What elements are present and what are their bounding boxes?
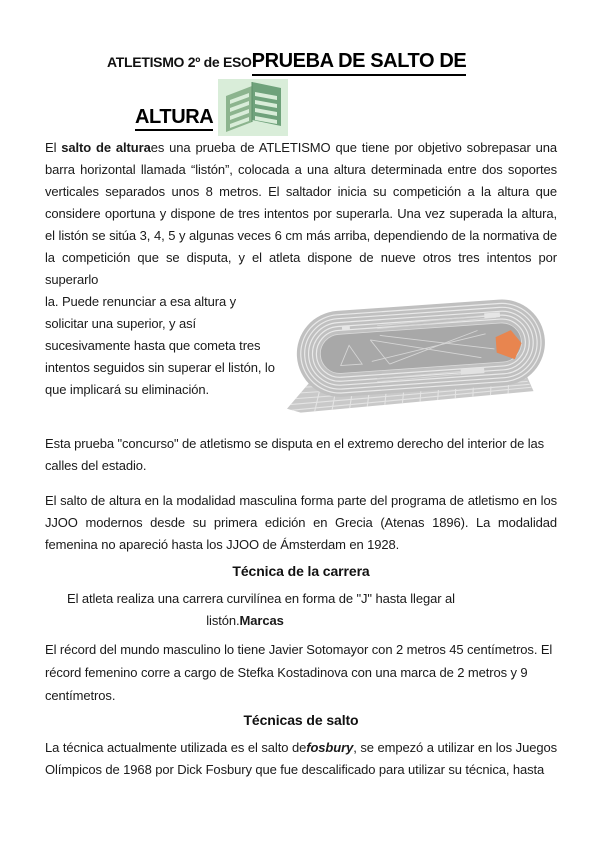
text-run: listón. bbox=[206, 613, 240, 628]
course-label: ATLETISMO 2º de ESO bbox=[107, 54, 252, 70]
document-body bbox=[45, 137, 557, 795]
paragraph-records: El récord del mundo masculino lo tiene Javier Sotomayor con 2 metros 45 centímetros. El récord femenino corre a cargo de Stefka Kostadinova con una marca de 2 metros y 9 centímetros. bbox=[45, 642, 553, 703]
title-row-2 bbox=[135, 106, 213, 129]
heading-run-technique: Técnica de la carrera bbox=[232, 563, 370, 579]
paragraph-intro-continued: la. Puede renunciar a esa altura y solicitar una superior, y así sucesivamente hasta que cometa tres intentos seguidos sin superar el listón, lo que implicará su eliminación. bbox=[45, 294, 275, 397]
bold-italic-run-fosbury: fosbury bbox=[306, 740, 354, 755]
paragraph-intro bbox=[45, 137, 557, 291]
paragraph-location: Esta prueba "concurso" de atletismo se disputa en el extremo derecho del interior de las calles del estadio. bbox=[45, 436, 545, 473]
green-document-pages-icon bbox=[218, 79, 288, 136]
page-title-line1: PRUEBA DE SALTO DE bbox=[252, 50, 467, 76]
bold-run-marcas: Marcas bbox=[239, 613, 284, 628]
paragraph-marks-line bbox=[45, 610, 445, 632]
text-run: es una prueba de ATLETISMO que tiene por objetivo sobrepasar una barra horizontal llamada “listón”, colocada a una altura determinada entre dos soportes verticales separados unos 8 metros. El saltador inicia su competición a la altura que considere oportuna y dispone de tres intentos por superarla. Una vez superada la altura, el listón se sitúa 3, 4, 5 y algunas veces 6 cm más arriba, dependiendo de la normativa de la competición que se disputa, y el atleta dispone de nueve otros tres intentos por superarlo bbox=[45, 140, 558, 287]
page-title-line2: ALTURA bbox=[135, 106, 213, 131]
paragraph-run-technique: El atleta realiza una carrera curvilínea en forma de "J" hasta llegar al bbox=[67, 591, 455, 606]
text-and-image-row bbox=[45, 291, 557, 413]
small-mark bbox=[342, 326, 350, 330]
athletics-track-image bbox=[287, 293, 557, 413]
bold-run-salto-de-altura: salto de altura bbox=[61, 140, 151, 155]
track-oval bbox=[294, 297, 548, 400]
heading-jump-techniques: Técnicas de salto bbox=[243, 712, 359, 728]
paragraph-fosbury bbox=[45, 737, 557, 781]
text-run: , se empezó a utilizar en los Juegos Olímpicos de 1968 por Dick Fosbury que fue descalificado para utilizar su técnica, hasta bbox=[45, 740, 557, 777]
paragraph-history: El salto de altura en la modalidad masculina forma parte del programa de atletismo en los JJOO modernos desde su primera edición en Grecia (Atenas 1896). La modalidad femenina no apareció hasta los JJOO de Ámsterdam en 1928. bbox=[45, 493, 557, 552]
text-run: El bbox=[45, 140, 62, 155]
title-row bbox=[107, 50, 466, 76]
text-run: La técnica actualmente utilizada es el salto de bbox=[45, 740, 307, 755]
